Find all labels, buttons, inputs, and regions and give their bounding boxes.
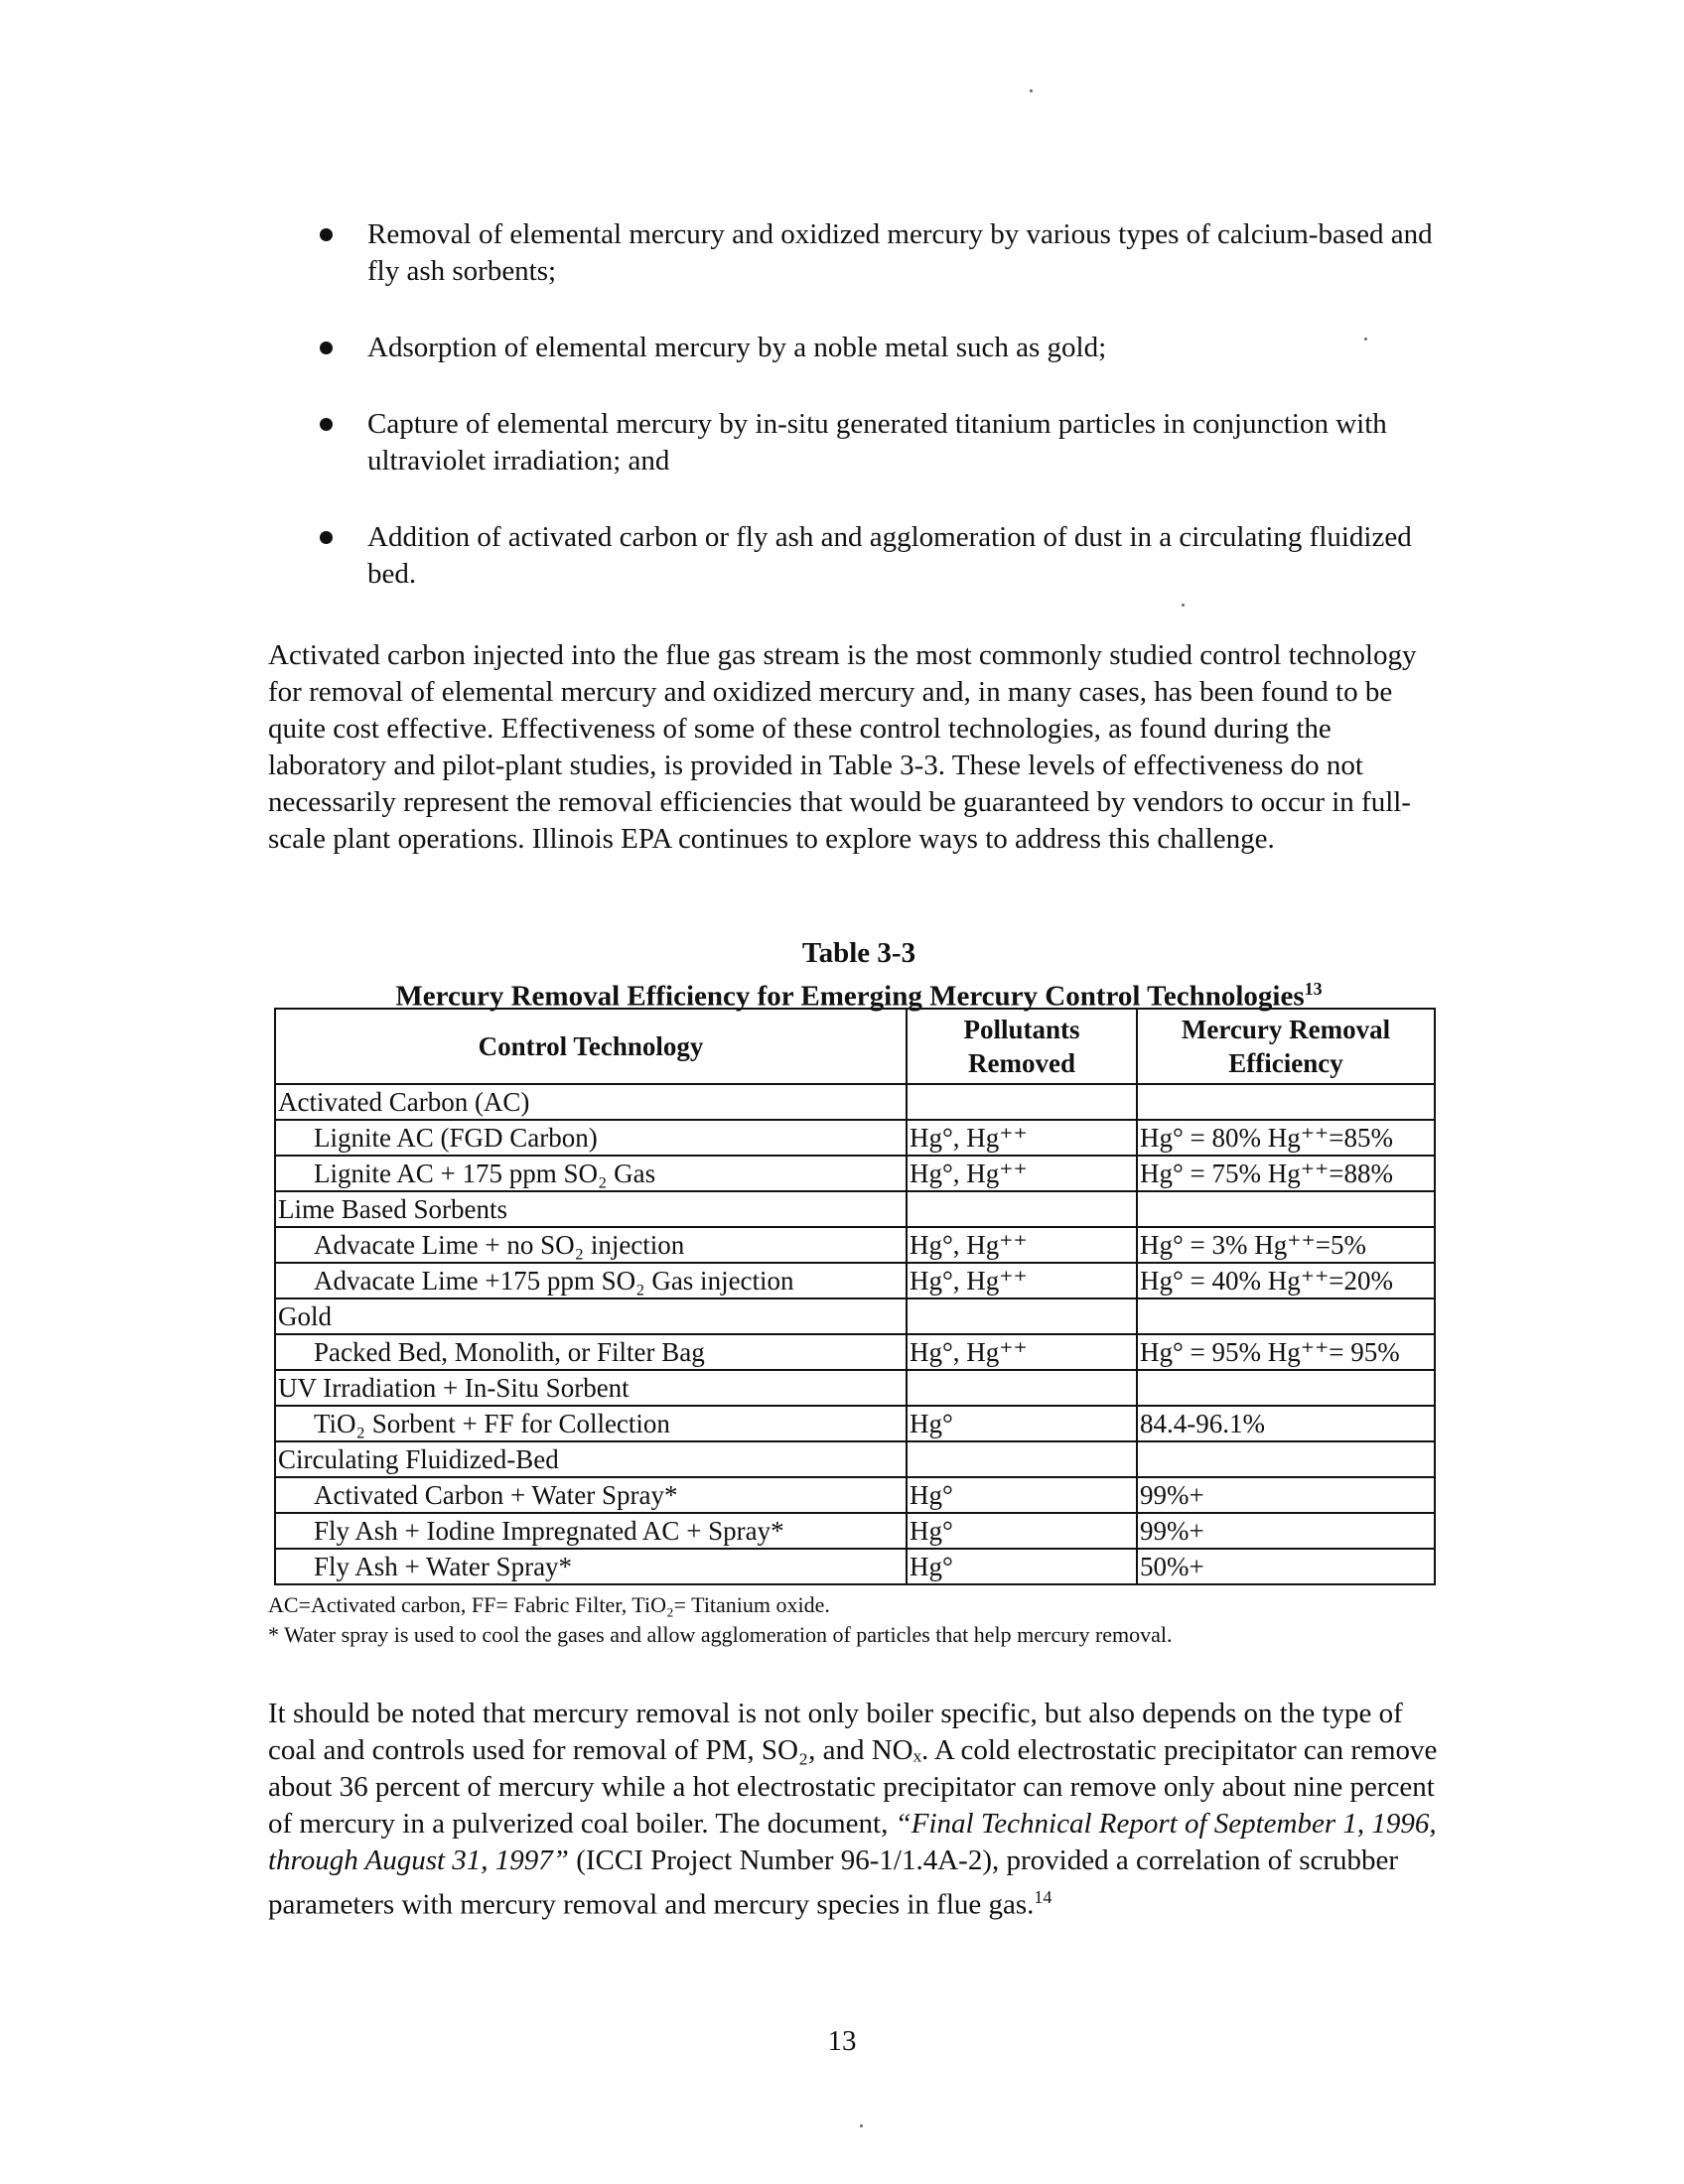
table-row — [275, 1156, 1435, 1191]
cell-removal-efficiency: Hg° = 3% Hg⁺⁺=5% — [1137, 1227, 1435, 1263]
cell-removal-efficiency — [1137, 1191, 1435, 1227]
table-group-row — [275, 1441, 1435, 1477]
table-group-row — [275, 1298, 1435, 1334]
cell-removal-efficiency: 99%+ — [1137, 1477, 1435, 1513]
spray-note: * Water spray is used to cool the gases and allow agglomeration of particles that help mercury removal. — [268, 1622, 1173, 1647]
abbreviation-note: AC=Activated carbon, FF= Fabric Filter, TiO₂= Titanium oxide. — [268, 1592, 830, 1617]
cell-control-technology: Lime Based Sorbents — [275, 1191, 907, 1227]
header-pollutants-removed: Pollutants Removed — [907, 1009, 1137, 1084]
footnote-ref: 14 — [1034, 1887, 1052, 1907]
bullet-item — [316, 519, 1448, 593]
paragraph-text-cont: (ICCI Project Number 96-1/1.4A-2), provided a correlation of scrubber parameters with mercury removal and mercury species in flue gas. — [268, 1844, 1399, 1921]
cell-pollutants-removed: Hg° — [907, 1549, 1137, 1584]
bullet-text: Addition of activated carbon or fly ash and agglomeration of dust in a circulating fluidized bed. — [367, 521, 1412, 590]
cell-pollutants-removed: Hg° — [907, 1513, 1137, 1549]
cell-control-technology: UV Irradiation + In-Situ Sorbent — [275, 1370, 907, 1406]
cell-control-technology: Advacate Lime + no SO₂ injection — [275, 1227, 907, 1263]
cell-control-technology: Lignite AC + 175 ppm SO₂ Gas — [275, 1156, 907, 1191]
header-control-technology: Control Technology — [275, 1009, 907, 1084]
table-row — [275, 1477, 1435, 1513]
cell-removal-efficiency: 84.4-96.1% — [1137, 1406, 1435, 1441]
bullet-dot-icon — [320, 228, 333, 241]
body-paragraph-2 — [268, 1696, 1450, 1924]
scan-speck — [1364, 338, 1367, 341]
table-row — [275, 1120, 1435, 1156]
scan-speck — [1030, 89, 1033, 92]
table-group-row — [275, 1191, 1435, 1227]
cell-control-technology: Packed Bed, Monolith, or Filter Bag — [275, 1334, 907, 1370]
footnote-ref: 13 — [1304, 979, 1323, 999]
cell-pollutants-removed: Hg°, Hg⁺⁺ — [907, 1156, 1137, 1191]
report-title: “Final Technical Report of September 1, 1996, through August 31, 1997” — [268, 1808, 1437, 1876]
cell-removal-efficiency — [1137, 1441, 1435, 1477]
bullet-item — [316, 216, 1448, 290]
cell-control-technology: Fly Ash + Iodine Impregnated AC + Spray* — [275, 1513, 907, 1549]
cell-pollutants-removed: Hg° — [907, 1477, 1137, 1513]
cell-removal-efficiency: Hg° = 75% Hg⁺⁺=88% — [1137, 1156, 1435, 1191]
cell-removal-efficiency — [1137, 1298, 1435, 1334]
cell-pollutants-removed — [907, 1191, 1137, 1227]
table-notes — [268, 1590, 1460, 1650]
bullet-list — [316, 216, 1448, 632]
cell-pollutants-removed: Hg°, Hg⁺⁺ — [907, 1120, 1137, 1156]
cell-removal-efficiency: Hg° = 80% Hg⁺⁺=85% — [1137, 1120, 1435, 1156]
cell-control-technology: Activated Carbon + Water Spray* — [275, 1477, 907, 1513]
cell-removal-efficiency — [1137, 1084, 1435, 1120]
table-row — [275, 1227, 1435, 1263]
header-removal-efficiency: Mercury Removal Efficiency — [1137, 1009, 1435, 1084]
bullet-dot-icon — [320, 341, 333, 354]
cell-pollutants-removed: Hg°, Hg⁺⁺ — [907, 1263, 1137, 1298]
cell-control-technology: TiO₂ Sorbent + FF for Collection — [275, 1406, 907, 1441]
cell-removal-efficiency: Hg° = 95% Hg⁺⁺= 95% — [1137, 1334, 1435, 1370]
table-row — [275, 1513, 1435, 1549]
cell-pollutants-removed — [907, 1084, 1137, 1120]
cell-pollutants-removed: Hg° — [907, 1406, 1137, 1441]
body-paragraph: Activated carbon injected into the flue gas stream is the most commonly studied control technology for removal of elemental mercury and oxidized mercury and, in many cases, has been found to be quite cost effective. Effectiveness of some of these control technologies, as found during the laboratory and pilot-plant studies, is provided in Table 3-3. These levels of effectiveness do not necessarily represent the removal efficiencies that would be guaranteed by vendors to occur in full-scale plant operations. Illinois EPA continues to explore ways to address this challenge. — [268, 639, 1417, 855]
scan-speck — [860, 2124, 863, 2127]
cell-control-technology: Advacate Lime +175 ppm SO₂ Gas injection — [275, 1263, 907, 1298]
cell-removal-efficiency: 99%+ — [1137, 1513, 1435, 1549]
table-title-text: Mercury Removal Efficiency for Emerging Mercury Control Technologies — [395, 980, 1305, 1013]
bullet-item — [316, 330, 1448, 366]
cell-removal-efficiency — [1137, 1370, 1435, 1406]
cell-pollutants-removed — [907, 1370, 1137, 1406]
bullet-text: Adsorption of elemental mercury by a noble metal such as gold; — [367, 332, 1107, 363]
cell-pollutants-removed — [907, 1441, 1137, 1477]
page-number: 13 — [827, 2025, 857, 2057]
bullet-dot-icon — [320, 531, 333, 544]
cell-control-technology: Gold — [275, 1298, 907, 1334]
table-row — [275, 1263, 1435, 1298]
cell-pollutants-removed: Hg°, Hg⁺⁺ — [907, 1334, 1137, 1370]
cell-pollutants-removed — [907, 1298, 1137, 1334]
scan-speck — [1182, 604, 1185, 607]
table-group-row — [275, 1084, 1435, 1120]
table-body — [275, 1084, 1435, 1584]
efficiency-table — [274, 1008, 1436, 1585]
table-row — [275, 1334, 1435, 1370]
bullet-text: Capture of elemental mercury by in-situ generated titanium particles in conjunction with ultraviolet irradiation; and — [367, 408, 1387, 477]
cell-control-technology: Fly Ash + Water Spray* — [275, 1549, 907, 1584]
cell-pollutants-removed: Hg°, Hg⁺⁺ — [907, 1227, 1137, 1263]
table-group-row — [275, 1370, 1435, 1406]
table-row — [275, 1549, 1435, 1584]
bullet-dot-icon — [320, 418, 333, 431]
cell-removal-efficiency: Hg° = 40% Hg⁺⁺=20% — [1137, 1263, 1435, 1298]
cell-control-technology: Lignite AC (FGD Carbon) — [275, 1120, 907, 1156]
table-number: Table 3-3 — [801, 937, 916, 969]
paragraph-text: It should be noted that mercury removal is not only boiler specific, but also depends on the type of coal and controls used for removal of PM, SO₂, and NOₓ. A cold electrostatic precipitator can remove about 36 percent of mercury while a hot electrostatic precipitator can remove only about nine percent of mercury in a pulverized coal boiler. The document, — [268, 1698, 1438, 1840]
cell-removal-efficiency: 50%+ — [1137, 1549, 1435, 1584]
table-header-row — [275, 1009, 1435, 1084]
bullet-text: Removal of elemental mercury and oxidized mercury by various types of calcium-based and fly ash sorbents; — [367, 218, 1433, 287]
bullet-item — [316, 406, 1448, 479]
table-row — [275, 1406, 1435, 1441]
cell-control-technology: Circulating Fluidized-Bed — [275, 1441, 907, 1477]
cell-control-technology: Activated Carbon (AC) — [275, 1084, 907, 1120]
